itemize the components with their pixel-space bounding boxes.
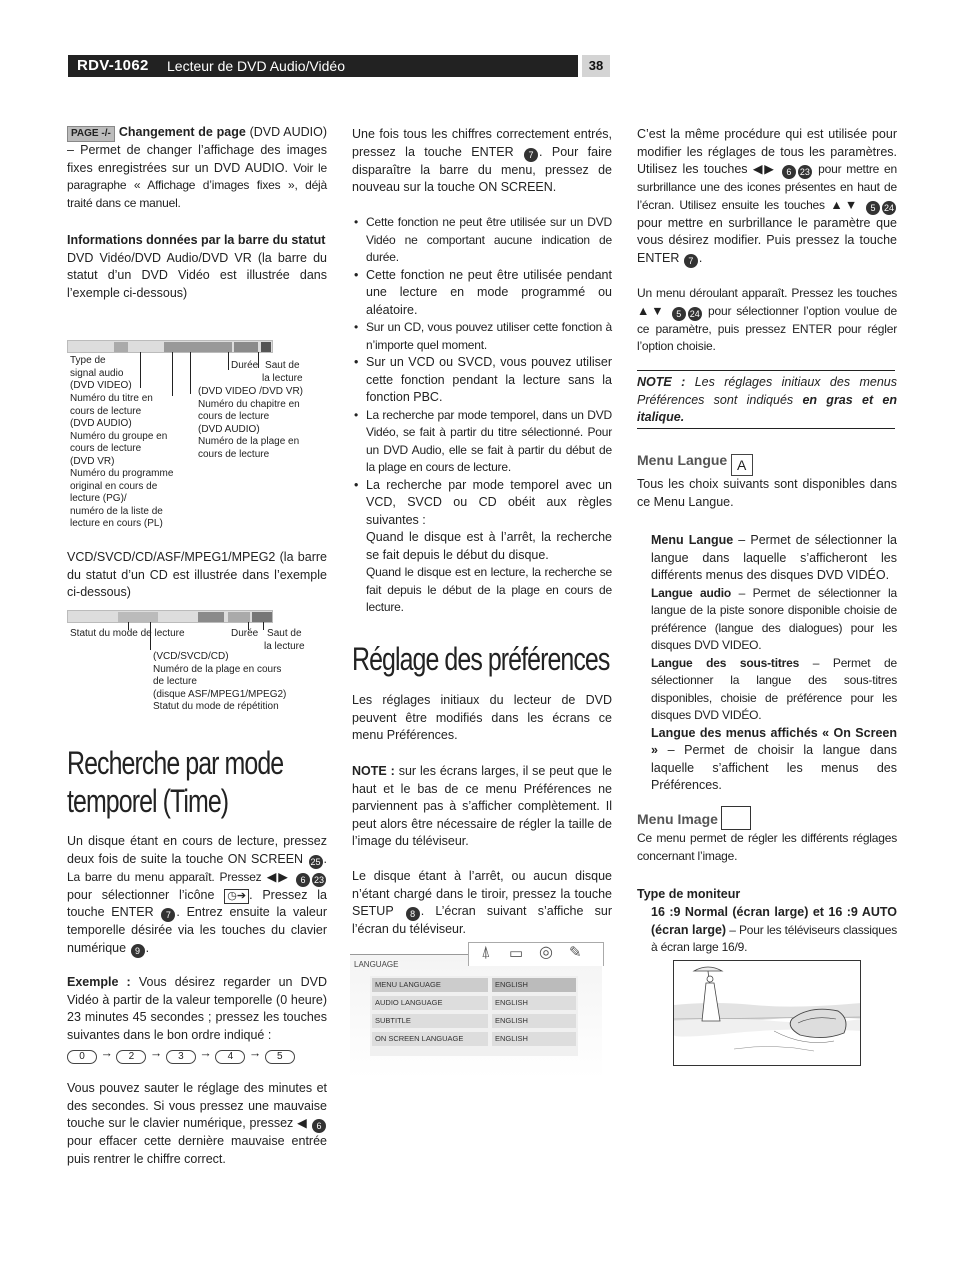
widescreen-illustration [673,960,861,1066]
menu-langue-intro: Tous les choix suivants sont disponibles dans ce Menu Langue. [637,477,897,509]
row-subtitle-value: ENGLISH [492,1014,576,1028]
up-down-arrows-icon: ▲▼ [830,197,860,212]
note-rule-bottom [637,428,895,429]
cd-status-bar [67,610,273,623]
col2-p1b: . Pour faire disparaître la barre du menu, pressez de nouveau sur la touche ON SCREEN. [352,144,612,194]
wrench-icon: ✎ [569,944,582,961]
setup-key-ref: 8 [406,907,420,921]
label-cd-track: (VCD/SVCD/CD) Numéro de la plage en cours de lecture (disque ASF/MPEG1/MPEG2) Statut du mode de répétition [153,651,287,712]
row-subtitle: SUBTITLE [372,1014,488,1028]
ml-term-2: Langue audio [651,585,732,600]
beach-scene-icon [674,961,861,1066]
time-text-c: pour sélectionner l’icône [67,887,215,902]
menu-langue-title: Menu Langue [637,452,728,468]
skip-text-b: pour effacer cette dernière mauvaise entrée puis rentrer le chiffre correct. [67,1134,327,1166]
bullet-extra-1: Quand le disque est à l’arrêt, la recherche se fait depuis le début du disque. [366,530,612,562]
menu-icon-strip [468,942,604,966]
time-search-title [67,744,344,820]
preferences-note [352,763,612,851]
change-page-text: (DVD AUDIO) – Permet de changer l’affichage des images fixes enregistrées sur un DVD AUDIO. [67,125,327,175]
col3-p2b: pour sélectionner l’option voulue de ce paramètre, puis pressez ENTER pour régler l’option choisie. [637,303,897,353]
preferences-intro [352,692,612,745]
ml-text-2: – Permet de sélectionner la langue de la piste sonore disponible choisie de préférence (langue des dialogues) pour les disques DVD VIDEO. [651,585,897,652]
change-page-title: Changement de page [118,125,246,139]
status-text: DVD Vidéo/DVD Audio/DVD VR (la barre du statut d’un DVD Vidéo est illustrée dans l’exemple ci-dessous) [67,250,327,300]
bullet-6: • La recherche par mode temporel avec un VCD, SVCD ou CD obéit aux règles suivantes : [352,477,612,530]
col3-p1b: pour mettre en surbrillance une des icones présentes en haut de l’écran. Utilisez ensuite les touches [637,162,897,212]
label-title-number: Numéro du titre en cours de lecture (DVD AUDIO) Numéro du groupe en cours de lecture (DVD VR) Numéro du programme original en cours de lecture (PG)/ numéro de la liste de lecture en cours (PL) [70,393,174,529]
time-text-b: La barre du menu apparaît. Pressez [67,869,262,884]
left-arrow-icon: ◀ [297,1116,308,1130]
tv-screen-icon [721,806,751,830]
change-page-paragraph [67,124,327,212]
row-menu-language: MENU LANGUAGE [372,978,488,992]
onscreen-key-ref: 25 [310,856,321,867]
bullet-2: • Cette fonction ne peut être utilisée pendant une lecture en mode programmé ou aléatoire. [352,267,612,320]
preferences-title [352,640,682,678]
ml-term-4: Langue des menus affichés « On Screen » [651,725,897,757]
preferences-title-text: Réglage des préférences [352,641,610,677]
status-info-block [67,232,327,302]
audio-icon: ◎ [539,944,553,961]
enter-key-ref: 7 [161,908,175,922]
left-right-arrows-icon: ◀▶ [266,869,290,884]
example-text: Vous désirez regarder un DVD Vidéo à partir de la valeur temporelle (0 heure) 23 minutes 45 secondes ; pressez les touches suivantes dans le bon ordre indiqué : [67,975,327,1042]
enter-key-ref-2: 7 [524,148,538,162]
image-icon: ▭ [509,945,524,962]
ml-text-3: – Permet de sélectionner la langue des sous-titres disponibles, choisie de préférence pour les disques DVD VIDÉO. [651,655,897,722]
lr-key-ref: 6 [296,873,310,887]
bullet-1: • Cette fonction ne peut être utilisée sur un DVD Vidéo ne comportant aucune indication de durée. [352,214,612,267]
setup-text: Le disque étant à l’arrêt, ou aucun disque n’étant chargé dans le tiroir, pressez la touche SETUP [352,869,612,918]
time-text-a: Un disque étant en cours de lecture, pressez deux fois de suite la touche ON SCREEN [67,834,327,866]
language-icon: ⍋ [481,944,491,961]
ml-text-4: – Permet de choisir la langue dans laquelle s’affichent les menus des Préférences. [651,743,897,792]
col3-intro: C’est la même procédure qui est utilisée pour modifier les réglages de tous les paramètres. Utilisez les touches ◀▶ 6 23 pour mettre en surbrillance une des icones présentes en haut de l’écran. Utilisez ensuite les touches ▲▼ 5 24 pour mettre en surbrillance le paramètre que vous désirez modifier. Puis pressez la touche ENTER 7 . [637,127,897,266]
time-title-line-1: Recherche par mode [67,745,284,781]
left-key-ref: 6 [312,1119,326,1133]
key-4: 4 [215,1050,245,1064]
col3-note-text: Les réglages initiaux des menus Préférences sont indiqués [637,375,897,407]
ud-key-ref-2: 24 [883,202,894,213]
time-title-line-2: temporel (Time) [67,783,229,819]
lr-key-ref-2: 23 [313,874,324,885]
bullet-4: • Sur un VCD ou SVCD, vous pouvez utiliser cette fonction pendant la lecture sans la fonction PBC. [352,354,612,407]
lr-key-ref-4: 23 [799,167,810,177]
ud-key-ref-3: 5 [672,307,686,321]
monitor-text: – Pour les téléviseurs classiques à écran large 16/9. [651,922,897,954]
key-5: 5 [265,1050,295,1064]
row-audio-language-value: ENGLISH [492,996,576,1010]
ml-term-3: Langue des sous-titres [651,655,800,670]
menu-image-title: Menu Image [637,811,718,827]
label-cd-saut: Saut de la lecture [264,628,305,652]
page-badge: PAGE -/- [67,126,115,142]
menu-image-intro: Ce menu permet de régler les différents réglages concernant l’image. [637,831,897,863]
label-cd-duree: Durée [231,628,259,639]
lr-key-ref-3: 6 [782,165,796,179]
model-name: RDV-1062 [77,57,149,74]
monitor-term: 16 :9 Normal (écran large) et 16 :9 AUTO (écran large) [651,905,897,937]
up-down-arrows-icon: ▲▼ [637,303,666,318]
language-tab-label: LANGUAGE [354,960,399,969]
time-text-e: . Entrez ensuite la valeur temporelle désirée via les touches du clavier numérique [67,905,327,955]
ml-term-1: Menu Langue [651,533,734,547]
monitor-type-item [651,904,897,957]
row-osd-language: ON SCREEN LANGUAGE [372,1032,488,1046]
status-heading: Informations données par la barre du statut [67,233,326,247]
col2-intro [352,126,612,197]
note-text: sur les écrans larges, il se peut que le haut et le bas de ce menu Préférences ne parviennent pas à s’afficher complètement. Il peut alors être nécessaire de régler la taille de l’image du téléviseur. [352,764,612,848]
dvd-status-bar [67,340,273,353]
bullet-5: • La recherche par mode temporel, dans un DVD Vidéo, se fait à partir du titre sélectionné. Pour un DVD Audio, elle se fait à partir du début de la plage en cours de lecture. [352,407,612,477]
col3-p2a: Un menu déroulant apparaît. Pressez les touches [637,286,897,300]
time-search-paragraph: Un disque étant en cours de lecture, pressez deux fois de suite la touche ON SCREEN 25 . La barre du menu apparaît. Pressez ◀▶ 6 23 pour sélectionner l’icône ◷➔ . Pressez la touche ENTER 7 . Entrez ensuite la valeur temporelle désirée via les touches du clavier numérique 9 . [67,834,327,956]
monitor-type-heading: Type de moniteur [637,887,741,901]
language-rows [370,976,578,1056]
vcd-paragraph [67,549,327,602]
key-sequence: 0 → 2 → 3 → 4 → 5 [67,1045,327,1064]
skip-paragraph [67,1080,327,1168]
page-number: 38 [582,55,610,77]
col2-bullets [352,214,612,617]
ud-key-ref: 5 [866,201,880,215]
col3-dropdown-paragraph [637,285,897,356]
pref-text: Les réglages initiaux du lecteur de DVD peuvent être modifiés dans les écrans ce menu Préférences. [352,693,612,742]
bullet-3: • Sur un CD, vous pouvez utiliser cette fonction à n’importe quel moment. [352,319,612,354]
example-paragraph [67,974,327,1064]
key-2: 2 [116,1050,146,1064]
col3-p1a: C’est la même procédure qui est utilisée pour modifier les réglages de tous les paramètres. Utilisez les touches [637,127,897,176]
header-subtitle: Lecteur de DVD Audio/Vidéo [167,58,345,74]
bullet-extra-2: Quand le disque est en lecture, la recherche se fait depuis le début de la plage en cours de lecture. [366,565,612,614]
digits-key-ref: 9 [131,944,145,958]
label-duree: Durée [231,360,259,371]
row-audio-language: AUDIO LANGUAGE [372,996,488,1010]
col3-note [637,374,897,427]
ud-key-ref-4: 24 [689,308,700,319]
vcd-text: VCD/SVCD/CD/ASF/MPEG1/MPEG2 (la barre du statut d’un CD est illustrée dans l’exemple ci-dessous) [67,550,327,599]
key-3: 3 [166,1050,196,1064]
col3-p1c: pour mettre en surbrillance le paramètre que vous désirez modifier. Puis pressez la touche ENTER [637,215,897,265]
setup-paragraph [352,868,612,939]
time-text-d: . Pressez la touche ENTER [67,887,327,919]
col3-note-bold: en gras et en italique. [637,392,897,424]
clock-icon: ◷➔ [224,889,249,904]
note-rule-top [637,370,895,371]
note-label: NOTE : [352,764,395,778]
label-chapter: (DVD VIDEO /DVD VR) Numéro du chapitre en cours de lecture (DVD AUDIO) Numéro de la plage en cours de lecture [198,386,304,460]
example-label: Exemple : [67,975,131,989]
ml-text-1: – Permet de sélectionner la langue dans laquelle s’afficheront les différents menus des disques DVD VIDÉO. [651,533,897,582]
label-saut: Saut de la lecture [262,360,303,384]
skip-text: Vous pouvez sauter le réglage des minutes et des secondes. Si vous pressez une mauvaise touche sur le clavier numérique, pressez [67,1081,327,1130]
menu-langue-items [651,532,897,795]
key-0: 0 [67,1050,97,1064]
row-osd-language-value: ENGLISH [492,1032,576,1046]
label-mode-lecture: Statut du mode de lecture [70,628,185,639]
menu-image-section [637,806,897,865]
change-page-text-2: Voir le paragraphe « Affichage d’images fixes », déjà traité dans ce manuel. [67,160,327,210]
col2-p1: Une fois tous les chiffres correctement entrés, pressez la touche ENTER [352,127,612,159]
language-menu-screenshot [350,944,602,1078]
label-signal: Type de signal audio (DVD VIDEO) [70,355,132,391]
setup-text-b: . L’écran suivant s’affiche sur l’écran du téléviseur. [352,904,612,936]
monitor-type-section [637,886,897,904]
menu-langue-section [637,452,897,511]
language-icon: A [731,454,753,476]
left-right-arrows-icon: ◀▶ [752,162,776,176]
row-menu-language-value: ENGLISH [492,978,576,992]
col3-note-label: NOTE : [637,375,686,389]
enter-key-ref-3: 7 [684,254,698,268]
header-bar [68,55,578,77]
